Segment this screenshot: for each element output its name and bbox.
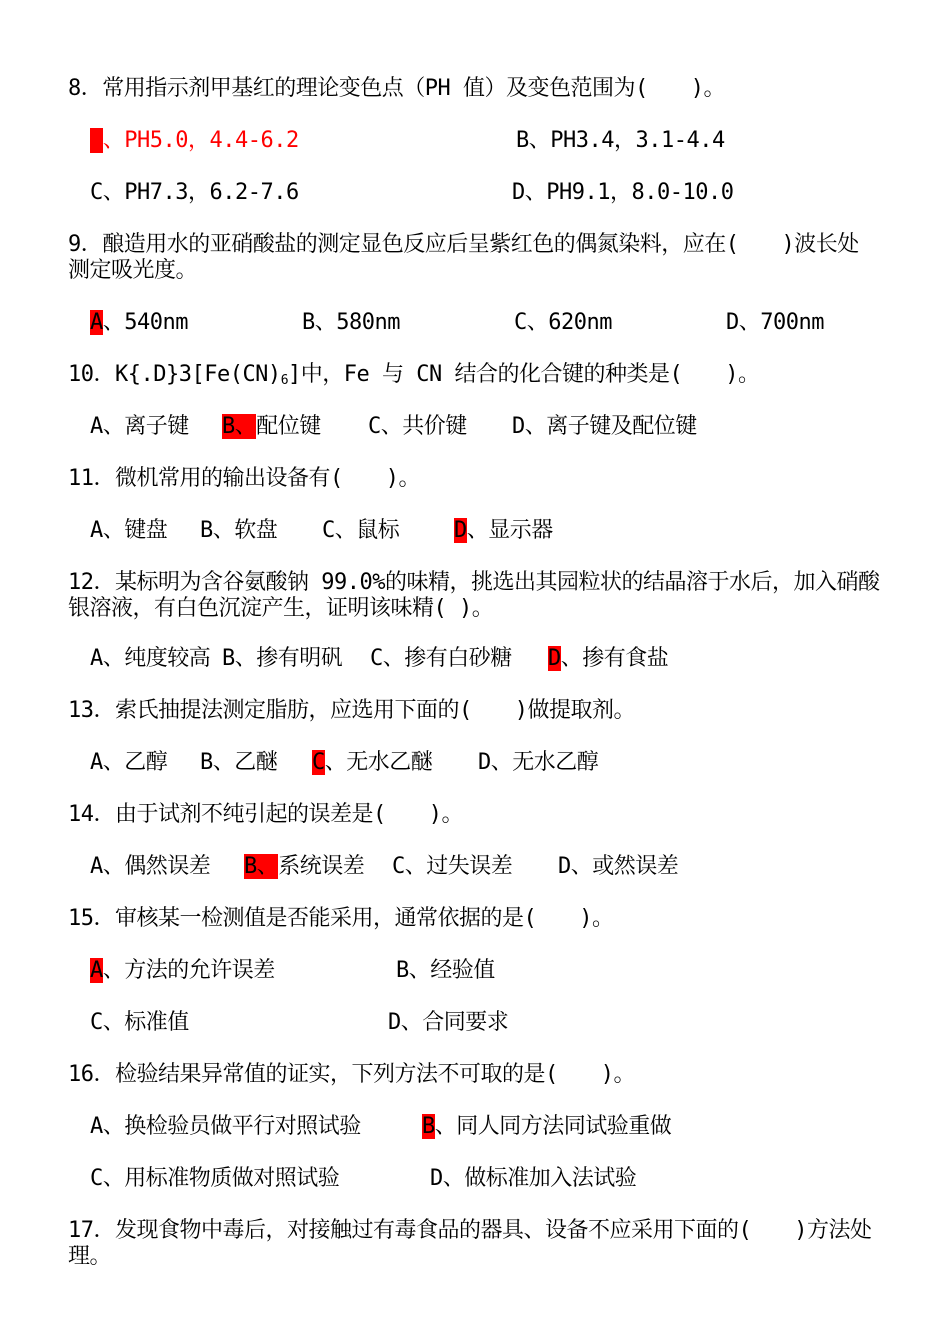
question-14-text: 14．由于试剂不纯引起的误差是( )。	[68, 802, 463, 827]
answer-highlight: A	[90, 958, 103, 983]
option-9-a: A、540nm	[90, 310, 188, 335]
question-15-text: 15．审核某一检测值是否能采用，通常依据的是( )。	[68, 906, 614, 931]
option-9-b: B、580nm	[302, 310, 400, 335]
question-10-text: 10．$K\{.D\}3[Fe(CN)_6]$中，Fe 与 CN 结合的化合键的种类是( )。	[68, 362, 760, 388]
option-15-a: A、方法的允许误差	[90, 958, 275, 983]
option-10-d: D、离子键及配位键	[512, 414, 697, 439]
question-17-text: 17．发现食物中毒后，对接触过有毒食品的器具、设备不应采用下面的( )方法处	[68, 1218, 872, 1243]
option-12-d: D、掺有食盐	[548, 646, 669, 671]
question-9-text-cont: 测定吸光度。	[68, 258, 198, 283]
option-16-a: A、换检验员做平行对照试验	[90, 1114, 361, 1139]
answer-highlight: B、	[222, 414, 257, 439]
answer-highlight: B	[422, 1114, 435, 1139]
answer-highlight: B、	[244, 854, 279, 879]
answer-highlight: D	[454, 518, 467, 543]
question-11-text: 11．微机常用的输出设备有( )。	[68, 466, 420, 491]
question-12-text: 12．某标明为含谷氨酸钠 99.0%的味精，挑选出其园粒状的结晶溶于水后，加入硝酸	[68, 570, 880, 595]
option-9-c: C、620nm	[514, 310, 612, 335]
question-12-text-cont: 银溶液，有白色沉淀产生，证明该味精( )。	[68, 596, 494, 621]
question-17-text-cont: 理。	[68, 1244, 112, 1269]
option-16-d: D、做标准加入法试验	[430, 1166, 637, 1191]
answer-highlight: C	[312, 750, 325, 775]
option-11-c: C、鼠标	[322, 518, 400, 543]
option-9-d: D、700nm	[726, 310, 824, 335]
option-14-c: C、过失误差	[392, 854, 513, 879]
option-14-d: D、或然误差	[558, 854, 679, 879]
question-8-text: 8．常用指示剂甲基红的理论变色点（PH 值）及变色范围为( )。	[68, 76, 725, 101]
question-16-text: 16．检验结果异常值的证实，下列方法不可取的是( )。	[68, 1062, 635, 1087]
option-10-b: B、配位键	[222, 414, 321, 439]
answer-highlight: A	[90, 310, 103, 335]
option-13-d: D、无水乙醇	[478, 750, 599, 775]
option-14-a: A、偶然误差	[90, 854, 211, 879]
option-8-a: A、PH5.0，4.4-6.2	[90, 128, 299, 153]
question-13-text: 13．索氏抽提法测定脂肪，应选用下面的( )做提取剂。	[68, 698, 635, 723]
question-9-text: 9．酿造用水的亚硝酸盐的测定显色反应后呈紫红色的偶氮染料，应在( )波长处	[68, 232, 859, 257]
option-16-c: C、用标准物质做对照试验	[90, 1166, 340, 1191]
answer-highlight: A	[90, 128, 103, 153]
option-8-b: B、PH3.4，3.1-4.4	[516, 128, 725, 153]
option-13-c: C、无水乙醚	[312, 750, 433, 775]
option-12-c: C、掺有白砂糖	[370, 646, 512, 671]
option-13-b: B、乙醚	[200, 750, 278, 775]
option-12-a: A、纯度较高	[90, 646, 211, 671]
option-11-a: A、键盘	[90, 518, 168, 543]
option-14-b: B、系统误差	[244, 854, 365, 879]
option-16-b: B、同人同方法同试验重做	[422, 1114, 672, 1139]
option-10-c: C、共价键	[368, 414, 467, 439]
answer-highlight: D	[548, 646, 561, 671]
option-15-c: C、标准值	[90, 1010, 189, 1035]
option-11-d: D、显示器	[454, 518, 553, 543]
option-10-a: A、离子键	[90, 414, 189, 439]
option-15-b: B、经验值	[396, 958, 495, 983]
option-11-b: B、软盘	[200, 518, 278, 543]
option-15-d: D、合同要求	[388, 1010, 509, 1035]
option-12-b: B、掺有明矾	[222, 646, 343, 671]
option-8-d: D、PH9.1，8.0-10.0	[512, 180, 734, 205]
option-8-c: C、PH7.3，6.2-7.6	[90, 180, 299, 205]
option-13-a: A、乙醇	[90, 750, 168, 775]
